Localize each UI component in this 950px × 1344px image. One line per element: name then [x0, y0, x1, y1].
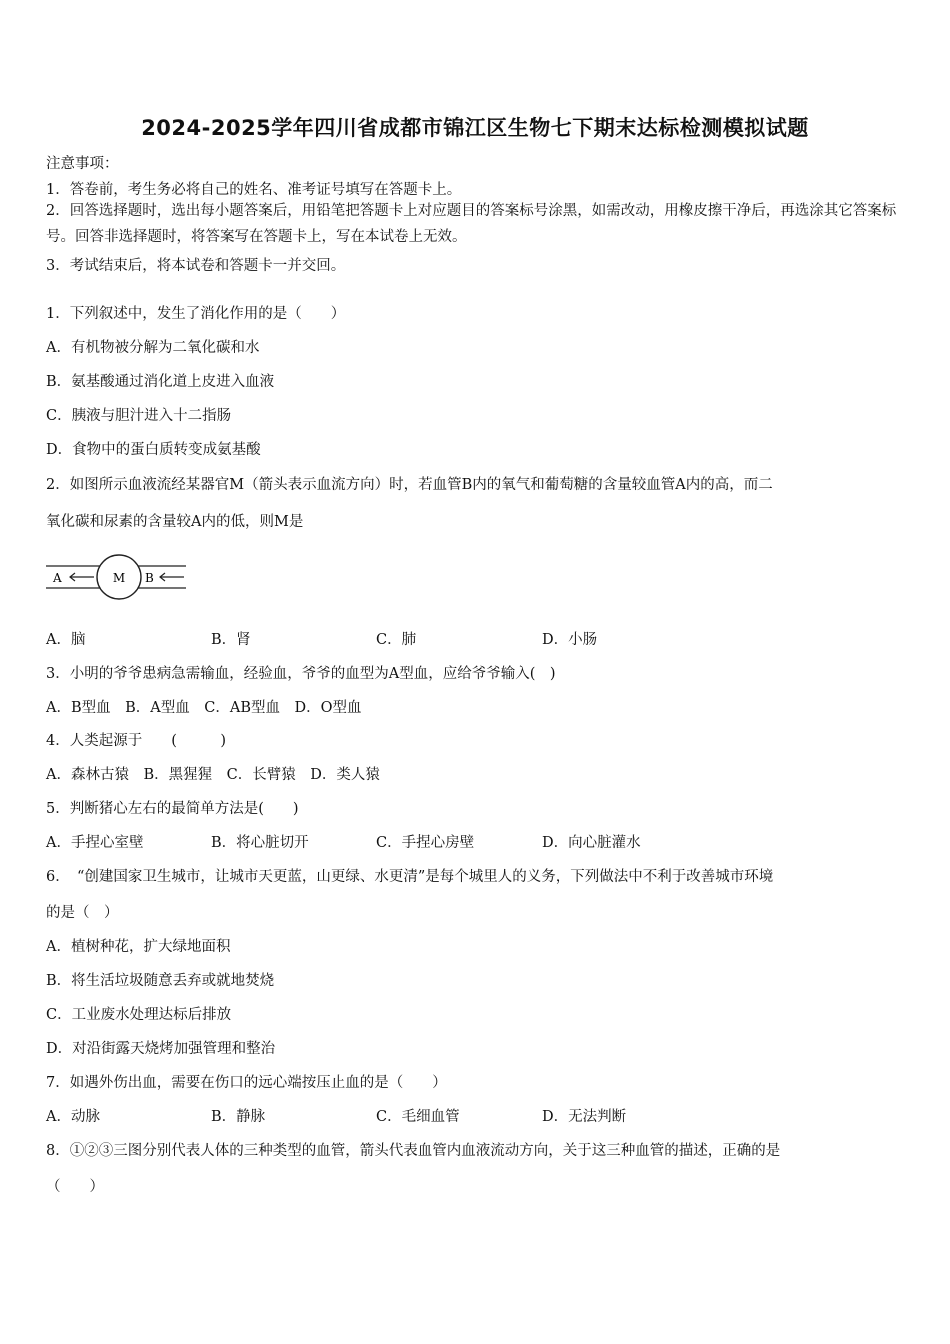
answer-option: A．动脉	[46, 1109, 100, 1125]
answer-option: A．手捏心室壁	[46, 835, 144, 851]
answer-option: D．无法判断	[542, 1109, 627, 1125]
answer-option: C．胰液与胆汁进入十二指肠	[46, 408, 232, 424]
answer-option: B．氨基酸通过消化道上皮进入血液	[46, 374, 275, 390]
question-stem: 5．判断猪心左右的最简单方法是( )	[46, 801, 299, 817]
answer-option: A．脑	[46, 632, 86, 648]
notice-item: 3．考试结束后，将本试卷和答题卡一并交回。	[46, 258, 346, 274]
notice-heading: 注意事项：	[46, 156, 119, 172]
question-stem: 4．人类起源于 ( )	[46, 733, 227, 749]
question-stem: 3．小明的爷爷患病急需输血，经验血，爷爷的血型为A型血，应给爷爷输入( )	[46, 666, 556, 682]
answer-options-line: A．森林古猿 B．黑猩猩 C．长臂猿 D．类人猿	[46, 767, 380, 783]
notice-item: 2．回答选择题时，选出每小题答案后，用铅笔把答题卡上对应题目的答案标号涂黑，如需改动，用橡皮擦干净后，再选涂其它答案标号。回答非选择题时，将答案写在答题卡上，写在本试卷上无效。	[46, 203, 897, 245]
vessel-a-label: A	[53, 571, 62, 585]
question-stem: 8．①②③三图分别代表人体的三种类型的血管，箭头代表血管内血液流动方向，关于这三种血管的描述，正确的是	[46, 1143, 781, 1159]
question-stem: 1．下列叙述中，发生了消化作用的是（ ）	[46, 306, 346, 322]
answer-option: D．食物中的蛋白质转变成氨基酸	[46, 442, 261, 458]
question-stem: 2．如图所示血液流经某器官M（箭头表示血流方向）时，若血管B内的氧气和葡萄糖的含量较血管A内的高，而二	[46, 477, 773, 493]
answer-option: D．对沿街露天烧烤加强管理和整治	[46, 1041, 276, 1057]
question-stem: 的是（ ）	[46, 905, 119, 921]
answer-option: A．植树种花，扩大绿地面积	[46, 939, 231, 955]
answer-option: B．静脉	[211, 1109, 266, 1125]
answer-option: C．工业废水处理达标后排放	[46, 1007, 232, 1023]
answer-option: D．小肠	[542, 632, 598, 648]
organ-label: M	[112, 571, 126, 585]
answer-option: D．向心脏灌水	[542, 835, 641, 851]
answer-option: C．毛细血管	[376, 1109, 460, 1125]
question-stem: （ ）	[46, 1179, 104, 1195]
notice-item: 1．答卷前，考生务必将自己的姓名、准考证号填写在答题卡上。	[46, 182, 462, 198]
answer-option: B．肾	[211, 632, 251, 648]
page-title: 2024-2025学年四川省成都市锦江区生物七下期末达标检测模拟试题	[141, 116, 809, 140]
question-stem: 氧化碳和尿素的含量较A内的低，则M是	[46, 514, 304, 530]
question-stem: 6． “创建国家卫生城市，让城市天更蓝，山更绿、水更清”是每个城里人的义务，下列做法中不利于改善城市环境	[46, 869, 774, 885]
answer-option: B．将生活垃圾随意丢弃或就地焚烧	[46, 973, 275, 989]
answer-option: C．手捏心房壁	[376, 835, 475, 851]
vessel-b-label: B	[145, 571, 154, 585]
question-stem: 7．如遇外伤出血，需要在伤口的远心端按压止血的是（ ）	[46, 1075, 447, 1091]
blood-flow-diagram	[44, 552, 194, 602]
answer-option: B．将心脏切开	[211, 835, 309, 851]
answer-option: A．有机物被分解为二氧化碳和水	[46, 340, 260, 356]
answer-options-line: A．B型血 B．A型血 C．AB型血 D．O型血	[46, 700, 362, 716]
answer-option: C．肺	[376, 632, 417, 648]
